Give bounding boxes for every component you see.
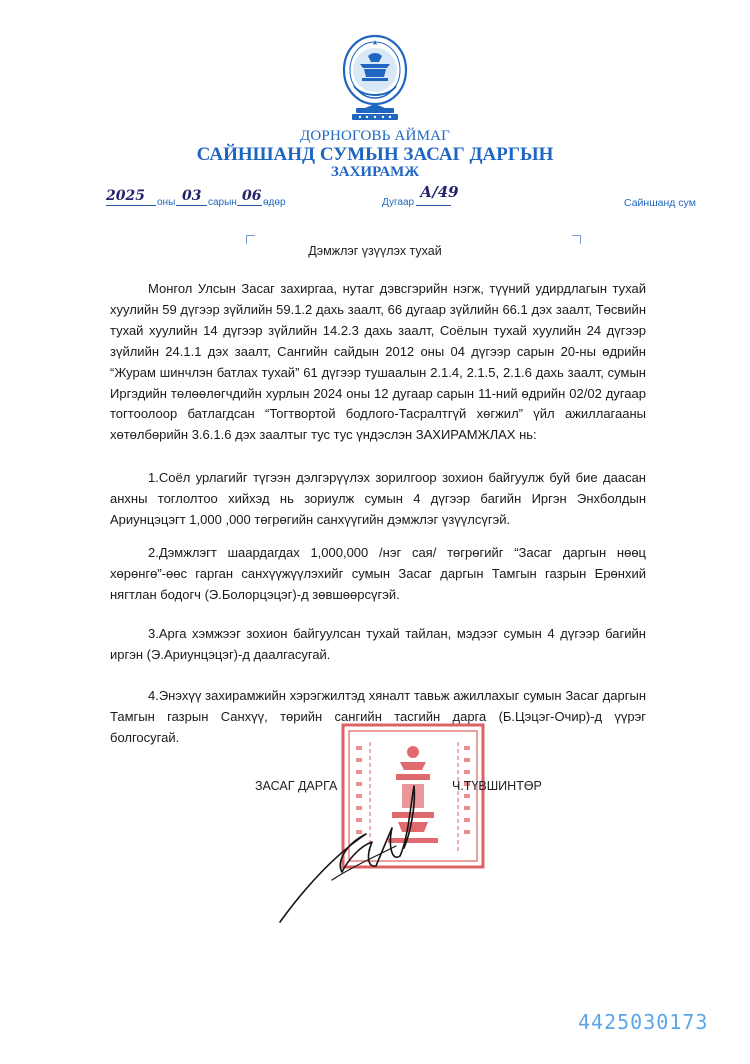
date-year-underline [106, 205, 156, 206]
order-number-underline [416, 205, 451, 206]
date-month: 03 [182, 188, 202, 204]
date-year: 2025 [106, 188, 145, 204]
date-day-underline [237, 205, 262, 206]
aimag-name: ДОРНОГОВЬ АЙМАГ [299, 128, 451, 144]
signatory-name: Ч.ТҮВШИНТӨР [452, 779, 542, 793]
order-item-3: 3.Арга хэмжээг зохион байгуулсан тухай тайлан, мэдээг сумын 4 дүгээр багийн иргэн (Э.Ариунцэцэг)-д даалгасугай. [110, 626, 646, 662]
subject-bracket-right [572, 235, 581, 244]
place-name: Сайншанд сум [624, 197, 696, 209]
order-item-4: 4.Энэхүү захирамжийн хэрэгжилтэд хяналт тавьж ажиллахыг сумын Засаг даргын Тамгын газрын Санхүү, төрийн сангийн тасгийн дарга (Б.Цэцэг-Очир)-д үүрэг болгосугай. [110, 688, 646, 745]
subject-bracket-left [246, 235, 255, 244]
office-name: САЙНШАНД СУМЫН ЗАСАГ ДАРГЫН [196, 144, 554, 165]
state-emblem [342, 34, 408, 124]
signatory-title: ЗАСАГ ДАРГА [255, 779, 338, 793]
date-day-label: өдөр [263, 197, 286, 208]
date-year-label: оны [157, 197, 176, 208]
date-month-label: сарын [208, 197, 237, 208]
registration-number: 4425030173 [578, 1010, 709, 1034]
order-number: А/49 [420, 183, 459, 201]
order-item-2: 2.Дэмжлэгт шаардагдах 1,000,000 /нэг сая/ төгрөгийг “Засаг даргын нөөц хөрөнгө”-өөс гарган санхүүжүүлэхийг сумын Засаг даргын Тамгын газрын Ерөнхий нягтлан бодогч (Э.Болорцэцэг)-д зөвшөөрсүгэй. [110, 545, 646, 602]
document-type: ЗАХИРАМЖ [330, 164, 420, 180]
date-month-underline [176, 205, 207, 206]
document-subject: Дэмжлэг үзүүлэх тухай [308, 244, 442, 258]
preamble-paragraph: Монгол Улсын Засаг захиргаа, нутаг дэвсгэрийн нэгж, түүний удирдлагын тухай хуулийн 59 дүгээр зүйлийн 59.1.2 дахь заалт, 66 дугаар зүйлийн 66.1 дэх заалт, Төсвийн тухай хуулийн 14 дүгээр зүйлийн 14.2.3 дахь заалт, Соёлын тухай хуулийн 24 дүгээр зүйлийн 24.1.1 дэх заалт, Сангийн сайдын 2012 оны 04 дүгээр сарын 20-ны өдрийн “Журам шинчлэн батлах тухай” 61 дүгээр тушаалын 2.1.4, 2.1.5, 2.1.6 дахь заалт, сумын Иргэдийн төлөөлөгчдийн хурлын 2024 оны 12 дугаар сарын 11-ний өдрийн 02/02 дугаар тогтоолоор батлагдсан “Тогтвортой бодлого-Тасралтгүй хөгжил” үйл ажиллагааны хөтөлбөрийн 3.6.1.6 дэх заалтыг тус тус үндэслэн ЗАХИРАМЖЛАХ нь: [110, 281, 646, 443]
handwritten-signature [276, 776, 426, 928]
number-label: Дугаар [382, 197, 415, 208]
date-day: 06 [242, 188, 262, 204]
order-item-1: 1.Соёл урлагийг түгээн дэлгэрүүлэх зорилгоор зохион байгуулж буй бие даасан анхны тоглолтоо хийхэд нь зориулж сумын 4 дүгээр багийн Иргэн Энхболдын Ариунцэцэгт 1,000 ,000 төгрөгийн санхүүгийн дэмжлэг үзүүлсүгэй. [110, 470, 646, 527]
